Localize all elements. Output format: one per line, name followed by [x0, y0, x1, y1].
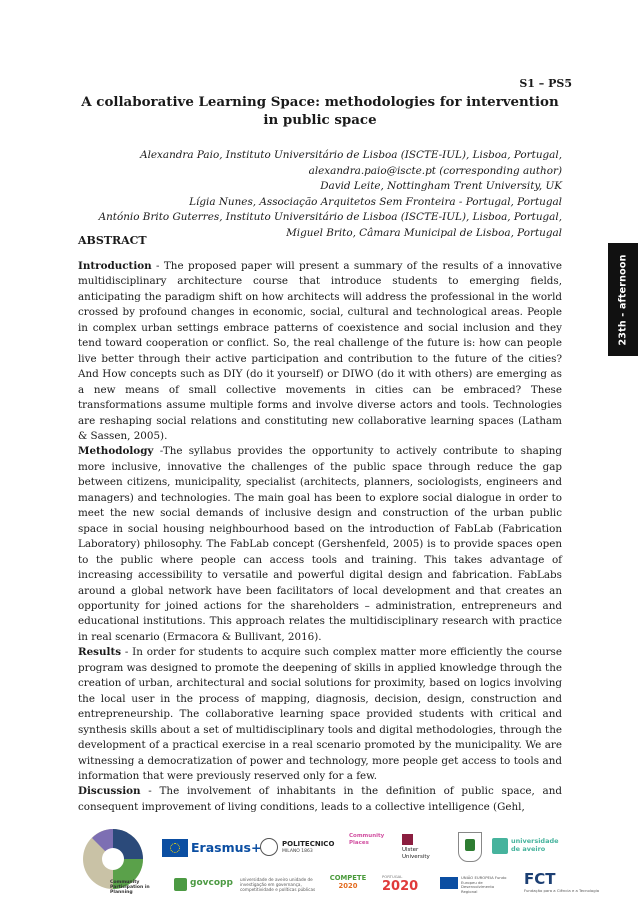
community-places-logo: Community Places	[349, 833, 385, 846]
govcopp-mark-icon	[174, 878, 187, 891]
politecnico-sub: MILANO 1863	[282, 849, 313, 854]
portugal-year: 2020	[382, 879, 419, 894]
section-discussion	[78, 784, 562, 815]
sponsor-footer	[62, 822, 600, 898]
author-line: Alexandra Paio, Instituto Universitário de Lisboa (ISCTE-IUL), Lisboa, Portugal,	[140, 149, 562, 161]
section-text: -The syllabus provides the opportunity to actively contribute to shaping more inclusive, innovative the challenges of the public space through reduce the gap between citizens, municipality, specialist (architects, planners, sociologists, engineers and managers) and technologies. The main goal has been to explore social dialogue in order to meet the new social demands of inclusive design and construction of the urban public space in social housing neighbourhood based on the introduction of FabLab (Fabrication Laboratory) philosophy. The FabLab concept (Gershenfeld, 2005) is to provide spaces open to the public where people can access tools and training. This takes advantage of increasing accessibility to versatile and powerful digital design and fabrication. FabLabs around a global network have been facilitators of local development and that creates an opportunity for joined actions for the shareholders – administration, entrepreneurs and educational institutions. This approach relates the multidisciplinary research with practice in real scenario (Ermacora & Bullivant, 2016).	[78, 445, 562, 643]
paper-title: A collaborative Learning Space: methodologies for intervention in public space	[81, 94, 559, 128]
eu-fund-logo	[440, 875, 510, 893]
section-methodology	[78, 444, 562, 645]
compete-logo	[326, 874, 370, 894]
fct-logo	[524, 870, 600, 896]
portugal2020-logo	[382, 874, 434, 894]
aveiro-unit-logo: universidade de aveiro unidade de investigação em governança, competitividade e políticas públicas	[240, 877, 316, 892]
section-heading: Results	[78, 646, 122, 659]
govcopp-label: govcopp	[190, 878, 233, 888]
session-side-tab	[608, 243, 638, 356]
side-tab-label: 23th - afternoon	[617, 253, 629, 346]
portugal-label: PORTUGAL	[382, 874, 403, 879]
abstract-heading: ABSTRACT	[78, 234, 147, 247]
erasmus-logo	[162, 839, 262, 857]
compete-label: COMPETE	[329, 874, 367, 882]
section-text: - In order for students to acquire such complex matter more efficiently the course program was designed to promote the deepening of skills in applied knowledge through the creation of urban, architectural and social solutions for proximity, based on logics involving the local user in the process of mapping, diagnosis, decision, design, construction and entrepreneurship. The collaborative learning space provided students with critical and synthesis skills about a set of multidisciplinary tools and digital methodologies, through the development of a practical exercise in a real scenario promoted by the municipality. We are witnessing a democratization of power and technology, more people get access to tools and information that were previously reserved only for a few.	[78, 646, 562, 782]
section-text: - The involvement of inhabitants in the definition of public space, and consequent improvement of living conditions, leads to a collective intelligence (Gehl,	[78, 785, 562, 813]
author-line: David Leite, Nottingham Trent University, UK	[320, 180, 562, 193]
aveiro-logo	[492, 836, 559, 862]
aveiro-label: universidade de aveiro	[511, 837, 559, 853]
section-heading: Discussion	[78, 785, 141, 798]
aveiro-mark-icon	[492, 838, 508, 854]
community-participation-caption: Community Participation in Planning	[110, 880, 150, 896]
erasmus-label: Erasmus+	[191, 840, 262, 855]
govcopp-logo	[174, 877, 234, 893]
politecnico-logo	[260, 836, 340, 860]
eu-flag-icon	[440, 877, 458, 889]
compete-year: 2020	[338, 882, 358, 890]
author-line: Lígia Nunes, Associação Arquitetos Sem Fronteira - Portugal, Portugal	[189, 195, 562, 208]
section-introduction	[78, 259, 562, 444]
ulster-label: Ulster University	[402, 847, 430, 860]
ulster-mark-icon	[402, 834, 413, 845]
eu-flag-icon	[162, 839, 188, 857]
fct-label: FCT	[524, 870, 556, 888]
author-email: alexandra.paio@iscte.pt (corresponding author)	[308, 164, 562, 177]
politecnico-label: POLITECNICO	[282, 840, 335, 848]
section-heading: Methodology	[78, 445, 154, 458]
fct-sub: Fundação para a Ciência e a Tecnologia	[524, 888, 600, 893]
section-heading: Introduction	[78, 260, 152, 272]
shield-crest-icon	[458, 832, 482, 862]
author-list	[82, 148, 562, 242]
eu-fund-label: UNIÃO EUROPEIA Fundo Europeu de Desenvolvimento Regional	[461, 875, 507, 894]
section-results	[78, 645, 562, 784]
session-code: S1 – PS5	[519, 77, 572, 90]
author-line: Miguel Brito, Câmara Municipal de Lisboa, Portugal	[286, 226, 562, 239]
author-line: António Brito Guterres, Instituto Universitário de Lisboa (ISCTE-IUL), Lisboa, Portugal,	[98, 211, 562, 224]
seal-icon	[260, 838, 278, 856]
ulster-logo	[402, 834, 444, 864]
abstract-body	[78, 259, 562, 815]
section-text: - The proposed paper will present a summary of the results of a innovative multidisciplinary architecture course that introduce students to emerging fields, anticipating the paradigm shift on how architects will address the professional in the world crossed by profound changes in economic, social, cultural and technological areas. People in complex urban settings embrace patterns of coexistence and social inclusion and they tend toward cooperation or conflict. So, the real challenge of the future is: how can people live better through their active participation and contribution to the future of the cities? And How concepts such as DIY (do it yourself) or DIWO (do it with others) are emerging as a new means of small collective movements in cities can be embraced? These transformations assume multiple forms and involve diverse actors and tools. Technologies are reshaping social relations and constituting new collaborative learning spaces (Latham & Sassen, 2005).	[78, 260, 562, 442]
